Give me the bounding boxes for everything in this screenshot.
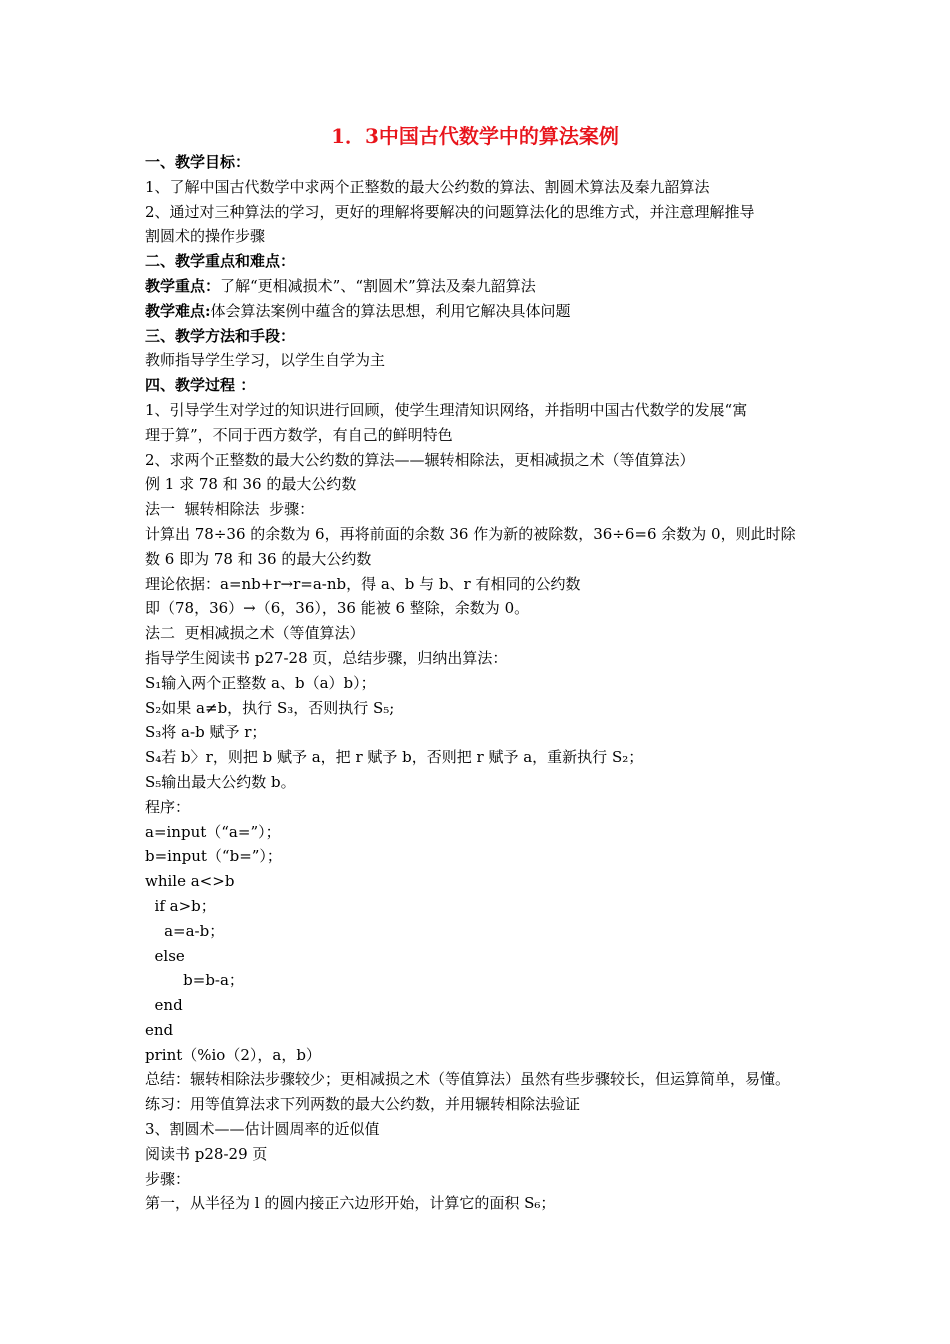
line-text: S₃将 a-b 赋予 r； [145, 723, 267, 742]
line-text: end [145, 996, 183, 1015]
text-line [145, 224, 810, 249]
text-line [145, 720, 810, 745]
line-text: a=a-b； [145, 921, 225, 940]
line-text: 3、割圆术——估计圆周率的近似值 [145, 1120, 380, 1139]
line-text: print（%io（2），a，b） [145, 1045, 321, 1064]
text-line [145, 696, 810, 721]
text-line [145, 1018, 810, 1043]
text-line [145, 646, 810, 671]
line-text: S₅输出最大公约数 b。 [145, 772, 296, 791]
text-line [145, 745, 810, 770]
line-text: a=input（“a=”）； [145, 822, 281, 841]
text-line [145, 1117, 810, 1142]
line-text: end [145, 1020, 174, 1039]
line-text: S₂如果 a≠b，执行 S₃，否则执行 S₅; [145, 698, 395, 717]
text-line [145, 324, 810, 349]
line-text: if a>b； [145, 896, 216, 915]
text-line [145, 993, 810, 1018]
bold-label: 一、教学目标： [145, 153, 251, 171]
line-text: 割圆术的操作步骤 [145, 227, 266, 246]
line-text: 数 6 即为 78 和 36 的最大公约数 [145, 549, 372, 568]
text-line [145, 274, 810, 299]
text-line [145, 175, 810, 200]
text-line [145, 150, 810, 175]
text-line [145, 596, 810, 621]
text-line [145, 1067, 810, 1092]
text-line [145, 844, 810, 869]
text-line [145, 1167, 810, 1192]
bold-label: 教学重点： [145, 276, 221, 295]
text-line [145, 1092, 810, 1117]
text-line [145, 869, 810, 894]
line-text: 1、引导学生对学过的知识进行回顾，使学生理清知识网络，并指明中国古代数学的发展“寓 [145, 400, 748, 419]
bold-label: 三、教学方法和手段： [145, 326, 296, 345]
line-text: 阅读书 p28-29 页 [145, 1144, 268, 1163]
line-text: 1、了解中国古代数学中求两个正整数的最大公约数的算法、割圆术算法及秦九韶算法 [145, 177, 710, 196]
line-text: S₄若 b〉r，则把 b 赋予 a，把 r 赋予 b，否则把 r 赋予 a，重新执行 S₂； [145, 748, 644, 767]
text-line [145, 373, 810, 398]
line-text: 法一 辗转相除法 步骤： [145, 500, 315, 519]
line-text: 第一，从半径为 l 的圆内接正六边形开始，计算它的面积 S₆； [145, 1194, 556, 1213]
line-text: 2、求两个正整数的最大公约数的算法——辗转相除法，更相减损之术（等值算法） [145, 450, 695, 469]
text-line [145, 522, 810, 547]
text-line [145, 299, 810, 324]
line-text: 指导学生阅读书 p27-28 页，总结步骤，归纳出算法： [145, 648, 508, 667]
text-line [145, 919, 810, 944]
text-line [145, 249, 810, 274]
line-text: 教师指导学生学习，以学生自学为主 [145, 351, 386, 370]
text-line [145, 894, 810, 919]
document-body [145, 150, 810, 1216]
line-text: 2、通过对三种算法的学习，更好的理解将要解决的问题算法化的思维方式，并注意理解推导 [145, 202, 755, 221]
bold-label: 教学难点: [145, 301, 211, 320]
bold-label: 二、教学重点和难点： [145, 252, 296, 271]
text-line [145, 200, 810, 225]
text-line [145, 621, 810, 646]
line-text: else [145, 946, 185, 965]
line-text: 例 1 求 78 和 36 的最大公约数 [145, 475, 357, 494]
text-line [145, 472, 810, 497]
line-text: 练习：用等值算法求下列两数的最大公约数，并用辗转相除法验证 [145, 1095, 581, 1114]
bold-label: 四、教学过程 ： [145, 376, 256, 395]
document-title: 1．3中国古代数学中的算法案例 [331, 124, 619, 148]
text-line [145, 448, 810, 473]
text-line [145, 820, 810, 845]
text-line [145, 1142, 810, 1167]
line-text: 体会算法案例中蕴含的算法思想，利用它解决具体问题 [210, 301, 571, 320]
line-text: 程序： [145, 797, 191, 816]
text-line [145, 770, 810, 795]
text-line [145, 572, 810, 597]
line-text: while a<>b [145, 872, 235, 891]
text-line [145, 348, 810, 373]
text-line [145, 497, 810, 522]
line-text: b=input（“b=”）； [145, 847, 282, 866]
text-line [145, 671, 810, 696]
line-text: 总结：辗转相除法步骤较少；更相减损之术（等值算法）虽然有些步骤较长，但运算简单，易懂。 [145, 1070, 791, 1089]
line-text: 理论依据：a=nb+r→r=a-nb，得 a、b 与 b、r 有相同的公约数 [145, 574, 581, 593]
line-text: 了解“更相减损术”、“割圆术”算法及秦九韶算法 [220, 276, 536, 295]
line-text: 法二 更相减损之术（等值算法） [145, 624, 365, 643]
text-line [145, 423, 810, 448]
line-text: 步骤： [145, 1169, 191, 1188]
text-line [145, 1191, 810, 1216]
text-line [145, 547, 810, 572]
line-text: 理于算”，不同于西方数学，有自己的鲜明特色 [145, 425, 453, 444]
line-text: b=b-a； [145, 971, 244, 990]
text-line [145, 944, 810, 969]
text-line [145, 398, 810, 423]
text-line [145, 1043, 810, 1068]
line-text: S₁输入两个正整数 a、b（a）b）； [145, 673, 376, 692]
line-text: 即（78，36）→（6，36），36 能被 6 整除，余数为 0。 [145, 599, 530, 618]
line-text: 计算出 78÷36 的余数为 6，再将前面的余数 36 作为新的被除数，36÷6=6 余数为 0，则此时除 [145, 524, 796, 543]
text-line [145, 795, 810, 820]
text-line [145, 968, 810, 993]
